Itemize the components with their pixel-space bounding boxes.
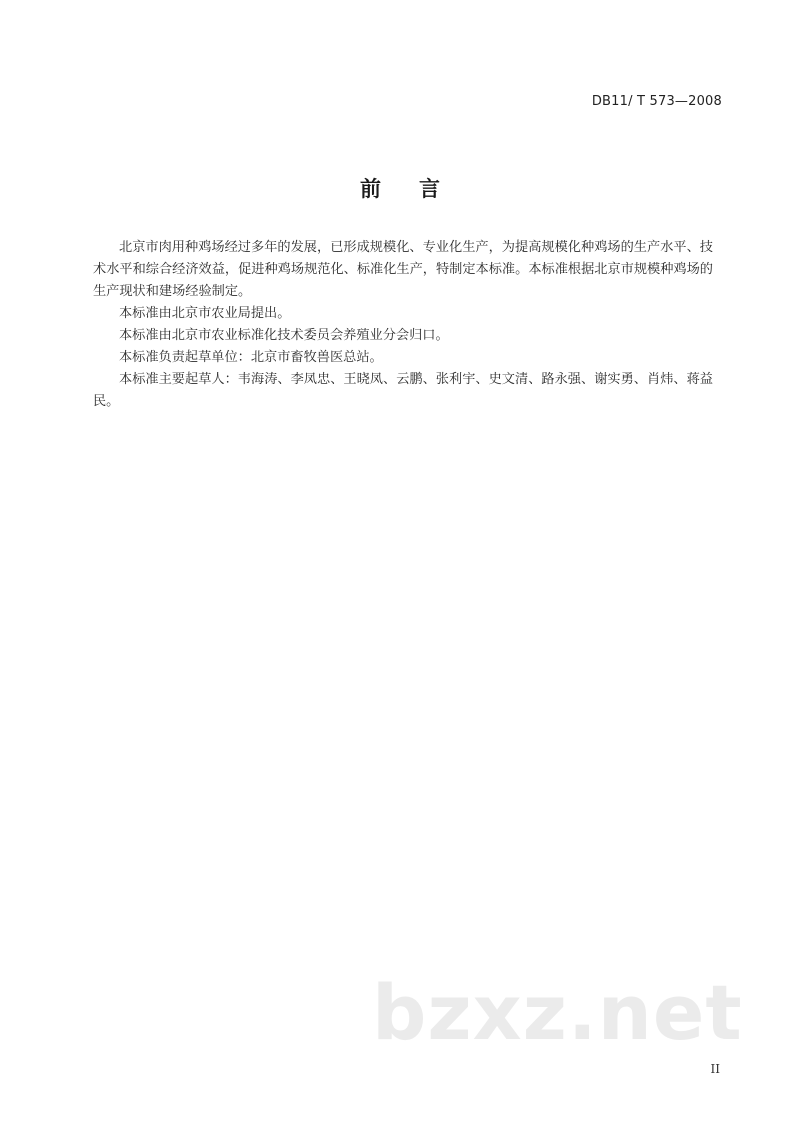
paragraph-centralized-unit: 本标准由北京市农业标准化技术委员会养殖业分会归口。 <box>119 328 449 343</box>
paragraph-drafters: 本标准主要起草人：韦海涛、李凤忠、王晓凤、云鹏、张利宇、史文清、路永强、谢实勇、肖炜、蒋益民。 <box>93 372 713 409</box>
site-watermark: bzxz.net <box>372 968 743 1057</box>
foreword-body <box>93 237 713 413</box>
page-number: II <box>710 1062 720 1076</box>
page-title: 前言 <box>360 177 478 201</box>
paragraph-proposer: 本标准由北京市农业局提出。 <box>119 306 291 321</box>
paragraph-drafting-unit: 本标准负责起草单位：北京市畜牧兽医总站。 <box>119 350 383 365</box>
paragraph-background: 北京市肉用种鸡场经过多年的发展，已形成规模化、专业化生产，为提高规模化种鸡场的生产水平、技术水平和综合经济效益，促进种鸡场规范化、标准化生产，特制定本标准。本标准根据北京市规模种鸡场的生产现状和建场经验制定。 <box>93 240 713 299</box>
document-code: DB11/ T 573—2008 <box>591 94 722 109</box>
